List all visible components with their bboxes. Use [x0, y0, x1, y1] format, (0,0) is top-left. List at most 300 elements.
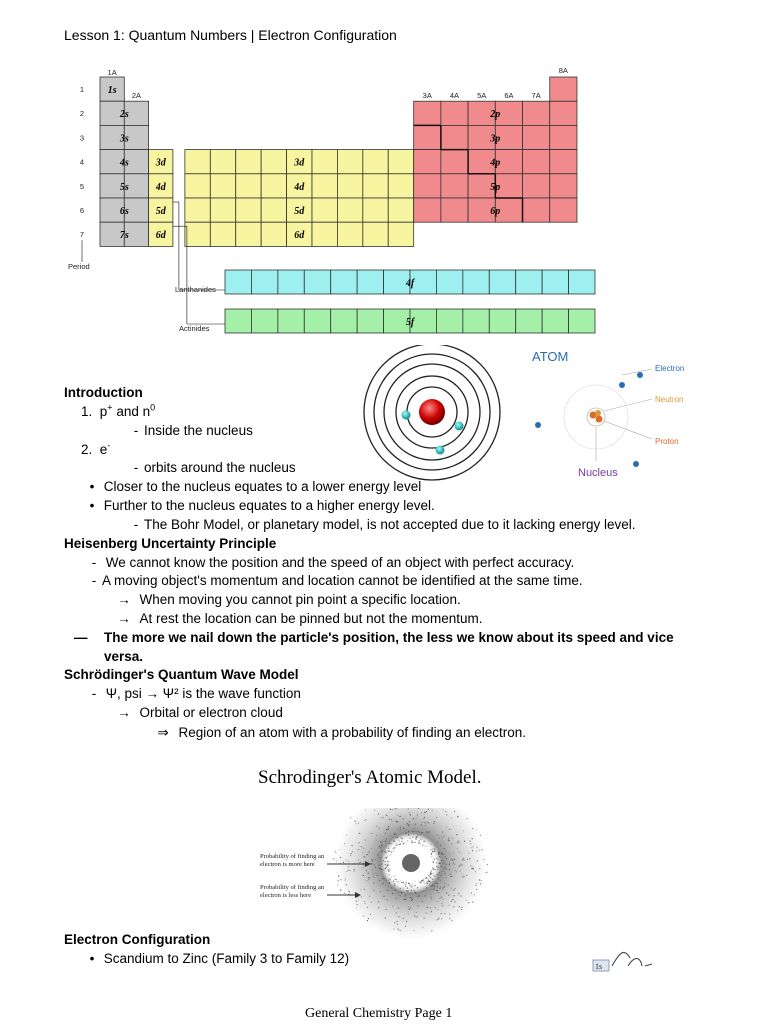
cloud-speckle [416, 818, 417, 819]
cloud-speckle [396, 837, 397, 838]
cloud-speckle [457, 848, 458, 849]
handwritten-fragment [590, 944, 660, 974]
table-cell-d [261, 150, 286, 174]
electron-label: Electron [655, 364, 685, 373]
d-block-label: 6d [155, 230, 166, 242]
cloud-speckle [479, 879, 480, 880]
cloud-speckle [384, 870, 385, 871]
cloud-speckle [455, 888, 456, 889]
table-cell-d [185, 174, 210, 198]
cloud-speckle [436, 919, 437, 920]
cloud-speckle [422, 832, 423, 833]
cloud-speckle [353, 871, 354, 872]
group-label: 2A [131, 91, 142, 101]
cloud-speckle [431, 853, 432, 854]
cloud-speckle [439, 838, 440, 839]
cloud-speckle [430, 907, 431, 908]
heisenberg-item: - A moving object's momentum and location cannot be identified at the same time. [91, 573, 583, 588]
table-cell-f [357, 270, 383, 294]
cloud-speckle [428, 878, 429, 879]
group-label: 1A [107, 68, 117, 77]
cloud-speckle [416, 837, 417, 838]
cloud-speckle [340, 890, 341, 891]
cloud-speckle [437, 859, 438, 860]
cloud-speckle [422, 839, 423, 840]
table-cell-f [225, 270, 251, 294]
cloud-speckle [438, 892, 439, 893]
period-label: 5 [79, 181, 85, 191]
electron-dot [535, 422, 541, 428]
cloud-speckle [389, 865, 390, 866]
cloud-speckle [423, 881, 424, 882]
cloud-speckle [352, 845, 353, 846]
cloud-speckle [395, 898, 396, 899]
cloud-speckle [452, 860, 453, 861]
cloud-speckle [452, 838, 453, 839]
d-block-label: 4d [155, 181, 166, 193]
group-label: 6A [504, 91, 514, 101]
cloud-speckle [441, 918, 442, 919]
cloud-speckle [426, 811, 427, 812]
d-block-label: 4d [294, 181, 305, 193]
cloud-speckle [439, 852, 440, 853]
table-cell-p [550, 125, 577, 149]
cloud-speckle [434, 823, 435, 824]
cloud-speckle [380, 891, 381, 892]
cloud-speckle [374, 864, 375, 865]
electron-dot [455, 422, 464, 431]
cloud-speckle [448, 895, 449, 896]
cloud-speckle [378, 865, 379, 866]
s-block-label: 5s [119, 181, 129, 193]
cloud-speckle [431, 930, 432, 931]
cloud-speckle [400, 930, 401, 931]
s-block-label: 7s [119, 230, 129, 242]
nucleon-dot [596, 416, 603, 423]
cloud-speckle [412, 837, 413, 838]
cloud-speckle [395, 845, 396, 846]
heisenberg-arrow-item: → At rest the location can be pinned but not the momentum. [117, 611, 483, 626]
cloud-speckle [462, 865, 463, 866]
table-cell-d [363, 150, 388, 174]
cloud-speckle [333, 858, 334, 859]
cloud-speckle [425, 822, 426, 823]
cloud-speckle [401, 837, 402, 838]
cloud-speckle [438, 918, 439, 919]
table-cell-d [261, 174, 286, 198]
cloud-speckle [403, 887, 404, 888]
table-cell-d [236, 174, 261, 198]
atom-schematic [532, 349, 684, 479]
cloud-speckle [444, 873, 445, 874]
cloud-speckle [424, 817, 425, 818]
atom-title: ATOM [532, 349, 569, 364]
cloud-speckle [403, 898, 404, 899]
cloud-speckle [336, 861, 337, 862]
cloud-speckle [426, 913, 427, 914]
cloud-speckle [472, 902, 473, 903]
cloud-speckle [459, 906, 460, 907]
cloud-speckle [370, 914, 371, 915]
cloud-speckle [457, 910, 458, 911]
cloud-speckle [450, 859, 451, 860]
table-cell-f [569, 309, 595, 333]
cloud-speckle [426, 878, 427, 879]
cloud-speckle [396, 912, 397, 913]
cloud-speckle [463, 858, 464, 859]
cloud-speckle [473, 868, 474, 869]
cloud-speckle [414, 885, 415, 886]
cloud-speckle [354, 869, 355, 870]
nucleon-dot [595, 410, 601, 416]
cloud-speckle [437, 835, 438, 836]
cloud-speckle [443, 835, 444, 836]
cloud-speckle [398, 929, 399, 930]
cloud-speckle [413, 833, 414, 834]
cloud-speckle [472, 867, 473, 868]
cloud-speckle [429, 881, 430, 882]
introduction-heading: Introduction [64, 385, 143, 400]
cloud-speckle [358, 860, 359, 861]
cloud-speckle [441, 875, 442, 876]
cloud-speckle [407, 840, 408, 841]
cloud-speckle [382, 841, 383, 842]
cloud-speckle [409, 821, 410, 822]
table-cell-d [312, 150, 337, 174]
cloud-speckle [360, 889, 361, 890]
cloud-speckle [431, 899, 432, 900]
cloud-speckle [398, 892, 399, 893]
cloud-speckle [381, 851, 382, 852]
group-label: 5A [477, 91, 487, 101]
cloud-speckle [471, 847, 472, 848]
cloud-speckle [466, 875, 467, 876]
cloud-speckle [391, 876, 392, 877]
cloud-speckle [384, 878, 385, 879]
cloud-speckle [459, 866, 460, 867]
cloud-speckle [371, 833, 372, 834]
double-arrow-icon: ⇒ [157, 725, 169, 740]
cloud-speckle [379, 868, 380, 869]
cloud-speckle [442, 831, 443, 832]
cloud-speckle [388, 861, 389, 862]
cloud-speckle [470, 865, 471, 866]
cloud-speckle [359, 842, 360, 843]
cloud-speckle [414, 828, 415, 829]
cloud-speckle [380, 847, 381, 848]
heisenberg-heading: Heisenberg Uncertainty Principle [64, 536, 277, 551]
cloud-speckle [371, 859, 372, 860]
cloud-speckle [417, 815, 418, 816]
cloud-speckle [411, 842, 412, 843]
cloud-speckle [415, 831, 416, 832]
cloud-speckle [339, 849, 340, 850]
cloud-speckle [405, 926, 406, 927]
cloud-speckle [355, 821, 356, 822]
heisenberg-emphasis-cont: versa. [104, 649, 144, 664]
cloud-speckle [362, 852, 363, 853]
cloud-speckle [424, 846, 425, 847]
cloud-speckle [441, 860, 442, 861]
cloud-speckle [376, 840, 377, 841]
table-cell-p [550, 150, 577, 174]
cloud-speckle [378, 853, 379, 854]
cloud-speckle [390, 809, 391, 810]
cloud-speckle [392, 893, 393, 894]
cloud-speckle [424, 895, 425, 896]
lanthanides-label: Lanthanides [175, 285, 216, 294]
table-cell-p [441, 174, 468, 198]
cloud-speckle [345, 879, 346, 880]
cloud-speckle [380, 857, 381, 858]
cloud-speckle [356, 904, 357, 905]
cloud-speckle [407, 823, 408, 824]
electron-config-bullet: • Scandium to Zinc (Family 3 to Family 12) [89, 951, 350, 966]
cloud-speckle [446, 858, 447, 859]
cloud-speckle [345, 859, 346, 860]
cloud-speckle [359, 833, 360, 834]
cloud-speckle [410, 824, 411, 825]
cloud-speckle [405, 899, 406, 900]
cloud-speckle [397, 837, 398, 838]
page-footer: General Chemistry Page 1 [305, 1006, 453, 1021]
cloud-speckle [426, 846, 427, 847]
cloud-speckle [385, 861, 386, 862]
cloud-speckle [394, 883, 395, 884]
cloud-speckle [446, 851, 447, 852]
cloud-speckle [420, 832, 421, 833]
table-cell-d [363, 174, 388, 198]
cloud-speckle [404, 884, 405, 885]
cloud-speckle [463, 876, 464, 877]
table-cell-d [210, 198, 235, 222]
cloud-speckle [413, 818, 414, 819]
cloud-speckle [388, 880, 389, 881]
cloud-speckle [472, 838, 473, 839]
table-cell-f [304, 270, 330, 294]
cloud-speckle [367, 907, 368, 908]
table-cell-f [278, 309, 304, 333]
cloud-speckle [454, 895, 455, 896]
cloud-speckle [449, 918, 450, 919]
cloud-speckle [420, 882, 421, 883]
table-cell-f [436, 309, 462, 333]
cloud-speckle [445, 877, 446, 878]
s-block-label: 6s [119, 206, 129, 217]
cloud-speckle [437, 869, 438, 870]
cloud-speckle [481, 849, 482, 850]
table-cell-d [236, 198, 261, 222]
cloud-speckle [434, 848, 435, 849]
cloud-speckle [386, 852, 387, 853]
cloud-speckle [387, 861, 388, 862]
table-cell-d [388, 222, 413, 246]
cloud-speckle [366, 880, 367, 881]
cloud-speckle [424, 918, 425, 919]
cloud-speckle [446, 814, 447, 815]
cloud-speckle [443, 860, 444, 861]
cloud-speckle [371, 902, 372, 903]
cloud-speckle [393, 848, 394, 849]
cloud-speckle [439, 862, 440, 863]
cloud-speckle [449, 829, 450, 830]
arrow-icon: → [117, 611, 131, 626]
cloud-speckle [459, 851, 460, 852]
electron-dot [619, 382, 625, 388]
cloud-speckle [412, 842, 413, 843]
intro-bullet: • Closer to the nucleus equates to a lower energy level [89, 479, 422, 494]
cloud-speckle [389, 843, 390, 844]
cloud-speckle [386, 838, 387, 839]
cloud-speckle [418, 831, 419, 832]
cloud-speckle [397, 921, 398, 922]
cloud-speckle [462, 907, 463, 908]
cloud-speckle [441, 866, 442, 867]
cloud-speckle [483, 859, 484, 860]
cloud-speckle [369, 896, 370, 897]
table-cell-p [414, 101, 441, 125]
cloud-speckle [411, 840, 412, 841]
cloud-speckle [433, 886, 434, 887]
cloud-speckle [433, 888, 434, 889]
cloud-speckle [409, 812, 410, 813]
cloud-speckle [453, 906, 454, 907]
cloud-speckle [463, 830, 464, 831]
cloud-speckle [405, 833, 406, 834]
cloud-speckle [361, 896, 362, 897]
cloud-speckle [422, 844, 423, 845]
cloud-speckle [471, 892, 472, 893]
cloud-speckle [437, 886, 438, 887]
cloud-speckle [375, 873, 376, 874]
cloud-speckle [358, 822, 359, 823]
cloud-speckle [387, 815, 388, 816]
table-cell-f [331, 270, 357, 294]
cloud-speckle [444, 867, 445, 868]
fragment-label: 1s [595, 962, 603, 971]
cloud-speckle [435, 907, 436, 908]
cloud-speckle [365, 819, 366, 820]
cloud-speckle [475, 871, 476, 872]
cloud-speckle [413, 890, 414, 891]
cloud-speckle [472, 850, 473, 851]
cloud-speckle [368, 877, 369, 878]
cloud-speckle [433, 869, 434, 870]
cloud-speckle [421, 825, 422, 826]
cloud-speckle [448, 884, 449, 885]
cloud-speckle [395, 808, 396, 809]
cloud-speckle [432, 849, 433, 850]
cloud-speckle [391, 821, 392, 822]
cloud-speckle [450, 874, 451, 875]
cloud-speckle [445, 868, 446, 869]
cloud-speckle [444, 913, 445, 914]
cloud-speckle [479, 850, 480, 851]
cloud-speckle [399, 844, 400, 845]
cloud-speckle [403, 843, 404, 844]
period-label: 7 [79, 230, 85, 240]
period-label: 2 [79, 109, 85, 119]
cloud-speckle [417, 814, 418, 815]
table-cell-d [337, 222, 362, 246]
electron-config-heading: Electron Configuration [64, 932, 211, 947]
cloud-speckle [439, 872, 440, 873]
table-cell-p [414, 125, 441, 149]
cloud-speckle [451, 920, 452, 921]
cloud-speckle [416, 836, 417, 837]
cloud-speckle [417, 905, 418, 906]
cloud-speckle [371, 869, 372, 870]
table-cell-f [516, 309, 542, 333]
cloud-speckle [412, 831, 413, 832]
cloud-speckle [360, 862, 361, 863]
cloud-speckle [443, 871, 444, 872]
cloud-speckle [451, 888, 452, 889]
cloud-speckle [393, 929, 394, 930]
cloud-speckle [405, 886, 406, 887]
cloud-speckle [424, 841, 425, 842]
period-label: 6 [79, 206, 85, 215]
cloud-speckle [448, 838, 449, 839]
cloud-speckle [390, 854, 391, 855]
cloud-speckle [379, 880, 380, 881]
heisenberg-item: - We cannot know the position and the speed of an object with perfect accuracy. [91, 555, 575, 570]
group-label: 8A [558, 66, 568, 75]
cloud-speckle [436, 874, 437, 875]
cloud-speckle [402, 838, 403, 839]
table-cell-d [363, 198, 388, 222]
cloud-speckle [346, 834, 347, 835]
table-cell-f [489, 270, 515, 294]
table-cell-d [388, 198, 413, 222]
cloud-speckle [395, 890, 396, 891]
cloud-speckle [385, 864, 386, 865]
cloud-speckle [395, 879, 396, 880]
cloud-speckle [400, 829, 401, 830]
cloud-speckle [438, 854, 439, 855]
cloud-speckle [420, 834, 421, 835]
cloud-speckle [427, 907, 428, 908]
cloud-speckle [434, 821, 435, 822]
prob-more-label-2: electron is more here [260, 861, 315, 868]
cloud-speckle [417, 887, 418, 888]
cloud-speckle [391, 852, 392, 853]
table-cell-d [210, 222, 235, 246]
cloud-speckle [428, 809, 429, 810]
cloud-speckle [379, 846, 380, 847]
cloud-speckle [415, 839, 416, 840]
cloud-speckle [454, 864, 455, 865]
table-cell-p [523, 150, 550, 174]
table-cell-p [414, 150, 441, 174]
cloud-speckle [422, 880, 423, 881]
cloud-speckle [389, 869, 390, 870]
cloud-speckle [372, 860, 373, 861]
cloud-speckle [388, 869, 389, 870]
cloud-speckle [415, 885, 416, 886]
cloud-speckle [467, 818, 468, 819]
cloud-speckle [423, 891, 424, 892]
cloud-speckle [410, 814, 411, 815]
cloud-speckle [362, 867, 363, 868]
periodic-table-figure [60, 62, 605, 342]
cloud-speckle [419, 895, 420, 896]
cloud-speckle [383, 896, 384, 897]
cloud-speckle [378, 901, 379, 902]
group-label: 4A [449, 91, 460, 101]
cloud-speckle [431, 856, 432, 857]
cloud-speckle [384, 851, 385, 852]
